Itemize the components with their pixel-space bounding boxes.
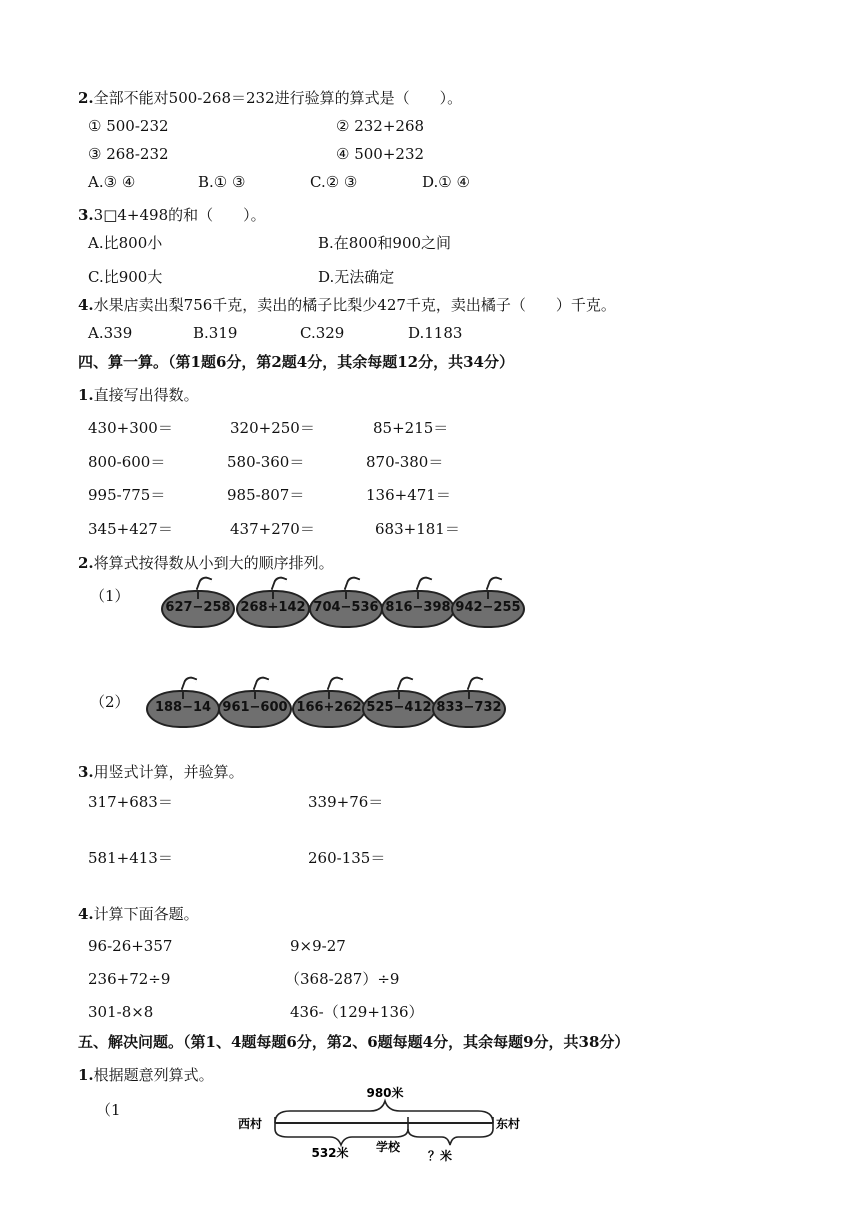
apple-expression: 961−600: [222, 700, 288, 715]
section5-heading: 五、解决问题。（第1、4题每题6分，第2、6题每题4分，其余每题9分，共38分）: [78, 1033, 630, 1051]
east-village-label: 东村: [496, 1117, 521, 1131]
q4-stem: 4.水果店卖出梨756千克，卖出的橘子比梨少427千克，卖出橘子（ ）千克。: [78, 296, 616, 314]
mixed-calc: （368-287）÷9: [285, 970, 400, 988]
s4-p3-title: 3.用竖式计算，并验算。: [78, 763, 244, 781]
q2-option-3: ③ 268-232: [88, 145, 169, 163]
q2-stem: 2.全部不能对500-268＝232进行验算的算式是（ ）。: [78, 89, 463, 107]
direct-calc: 136+471＝: [366, 486, 451, 504]
vertical-calc: 260-135＝: [308, 849, 386, 867]
q3-stem: 3.3□4+498的和（ ）。: [78, 206, 266, 224]
segment1-label: 532米: [311, 1146, 349, 1160]
apple-expression: 268+142: [240, 600, 306, 615]
q2-choice-c: C.② ③: [310, 173, 358, 191]
apple-expression: 525−412: [366, 700, 432, 715]
direct-calc: 995-775＝: [88, 486, 166, 504]
direct-calc: 85+215＝: [373, 419, 449, 437]
q2-choice-a: A.③ ④: [88, 173, 136, 191]
s4-p4-title: 4.计算下面各题。: [78, 905, 199, 923]
q3-choice-b: B.在800和900之间: [318, 234, 452, 252]
apple-card: [432, 682, 506, 728]
row1-label: （1）: [90, 587, 130, 605]
apple-card: [292, 682, 366, 728]
vertical-calc: 317+683＝: [88, 793, 173, 811]
apple-expression: 627−258: [165, 600, 231, 615]
s5-p1-title: 1.根据题意列算式。: [78, 1066, 214, 1084]
q4-choice-a: A.339: [88, 324, 133, 342]
apple-card: [381, 582, 455, 628]
apple-card: [451, 582, 525, 628]
s4-p2-title: 2.将算式按得数从小到大的顺序排列。: [78, 554, 334, 572]
direct-calc: 437+270＝: [230, 520, 315, 538]
apple-expression: 704−536: [313, 600, 379, 615]
q2-option-1: ① 500-232: [88, 117, 169, 135]
diagram-svg: [230, 1085, 540, 1165]
line-segment-diagram: [230, 1085, 540, 1169]
total-label: 980米: [366, 1086, 404, 1100]
q4-choice-d: D.1183: [408, 324, 463, 342]
apple-card: [362, 682, 436, 728]
segment2-label: ？米: [427, 1149, 453, 1163]
vertical-calc: 581+413＝: [88, 849, 173, 867]
mixed-calc: 96-26+357: [88, 937, 173, 955]
direct-calc: 580-360＝: [227, 453, 305, 471]
apple-expression: 942−255: [455, 600, 521, 615]
right-segment-brace: [408, 1129, 493, 1145]
direct-calc: 800-600＝: [88, 453, 166, 471]
q3-choice-c: C.比900大: [88, 268, 163, 286]
direct-calc: 985-807＝: [227, 486, 305, 504]
q4-choice-b: B.319: [193, 324, 238, 342]
row2-label: （2）: [90, 693, 130, 711]
q2-option-2: ② 232+268: [336, 117, 425, 135]
direct-calc: 320+250＝: [230, 419, 315, 437]
q2-choice-b: B.① ③: [198, 173, 246, 191]
section4-heading: 四、算一算。（第1题6分，第2题4分，其余每题12分，共34分）: [78, 353, 514, 371]
direct-calc: 870-380＝: [366, 453, 444, 471]
direct-calc: 430+300＝: [88, 419, 173, 437]
apple-expression: 188−14: [154, 700, 212, 715]
q3-choice-d: D.无法确定: [318, 268, 395, 286]
apple-card: [218, 682, 292, 728]
mixed-calc: 236+72÷9: [88, 970, 171, 988]
mixed-calc: 9×9-27: [290, 937, 346, 955]
vertical-calc: 339+76＝: [308, 793, 384, 811]
apple-card: [309, 582, 383, 628]
s4-p1-title: 1.直接写出得数。: [78, 386, 199, 404]
apple-expression: 166+262: [296, 700, 362, 715]
apple-card: [236, 582, 310, 628]
apple-card: [161, 582, 235, 628]
apple-expression: 816−398: [385, 600, 451, 615]
school-label: 学校: [375, 1140, 401, 1154]
direct-calc: 683+181＝: [375, 520, 460, 538]
apple-expression: 833−732: [436, 700, 502, 715]
mixed-calc: 436-（129+136）: [290, 1003, 424, 1021]
q2-option-4: ④ 500+232: [336, 145, 425, 163]
direct-calc: 345+427＝: [88, 520, 173, 538]
west-village-label: 西村: [238, 1117, 263, 1131]
q2-choice-d: D.① ④: [422, 173, 470, 191]
mixed-calc: 301-8×8: [88, 1003, 154, 1021]
q4-choice-c: C.329: [300, 324, 345, 342]
q3-choice-a: A.比800小: [88, 234, 163, 252]
total-brace: [275, 1101, 493, 1123]
apple-card: [146, 682, 220, 728]
s5-sub-label: （1: [96, 1101, 121, 1119]
